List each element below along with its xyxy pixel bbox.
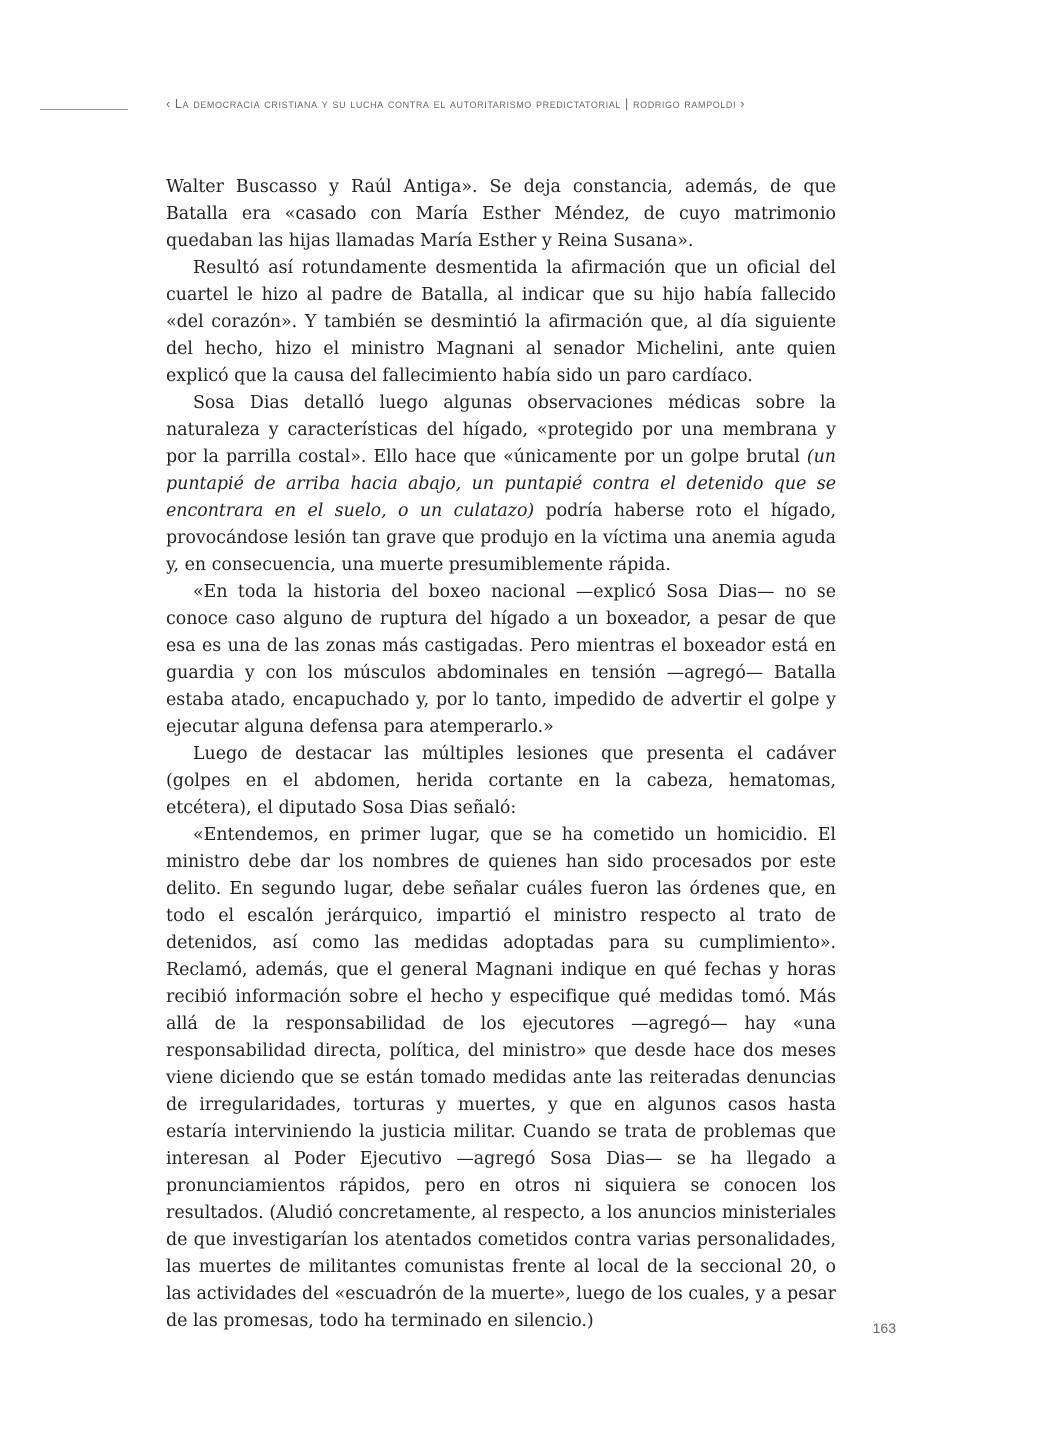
paragraph-5: Luego de destacar las múltiples lesiones que presenta el cadáver (golpes en el abdomen, herida cortante en la cabeza, hematomas, etcétera), el diputado Sosa Dias señaló: [166,744,836,818]
paragraph-6: «Entendemos, en primer lugar, que se ha cometido un homicidio. El ministro debe dar los nombres de quienes han sido procesados por este delito. En segundo lugar, debe señalar cuáles fueron las órdenes que, en todo el escalón jerárquico, impartió el ministro respecto al trato de detenidos, así como las medidas adoptadas para su cumplimiento». Reclamó, además, que el general Magnani indique en qué fechas y horas recibió información sobre el hecho y especifique qué medidas tomó. Más allá de la responsabilidad de los ejecutores —agregó— hay «una responsabilidad directa, política, del ministro» que desde hace dos meses viene diciendo que se están tomado medidas ante las reiteradas denuncias de irregularidades, torturas y muertes, y que en algunos casos hasta estaría interviniendo la justicia militar. Cuando se trata de problemas que interesan al Poder Ejecutivo —agregó Sosa Dias— se ha llegado a pronunciamientos rápidos, pero en otros ni siquiera se conocen los resultados. (Aludió concretamente, al respecto, a los anuncios ministeriales de que investigarían los atentados cometidos contra varias personalidades, las muertes de militantes comunistas frente al local de la seccional 20, o las actividades del «escuadrón de la muerte», luego de los cuales, y a pesar de las promesas, todo ha terminado en silencio.) [166,825,836,1331]
running-head-separator: | [625,97,629,111]
paragraph-3-start: Sosa Dias detalló luego algunas observaciones médicas sobre la naturaleza y características del hígado, «protegido por una membrana y por la parrilla costal». Ello hace que «únicamente por un golpe brutal [166,393,836,467]
running-head [166,97,856,111]
header-rule [40,109,128,110]
paragraph-2: Resultó así rotundamente desmentida la afirmación que un oficial del cuartel le hizo al padre de Batalla, al indicar que su hijo había fallecido «del corazón». Y también se desmintió la afirmación que, al día siguiente del hecho, hizo el ministro Magnani al senador Michelini, ante quien explicó que la causa del fallecimiento había sido un paro cardíaco. [166,258,836,386]
page-number: 163 [872,1320,896,1336]
running-head-title: ‹ La democracia cristiana y su lucha contra el autoritarismo predictatorial [166,97,621,111]
paragraph-3 [166,390,836,579]
body-text [166,174,836,1335]
running-head-author: rodrigo rampoldi › [633,97,746,111]
paragraph-3-end: podría haberse roto el hígado, provocándose lesión tan grave que produjo en la víctima una anemia aguda y, en consecuencia, una muerte presumiblemente rápida. [166,501,836,575]
paragraph-4: «En toda la historia del boxeo nacional —explicó Sosa Dias— no se conoce caso alguno de ruptura del hígado a un boxeador, a pesar de que esa es una de las zonas más castigadas. Pero mientras el boxeador está en guardia y con los músculos abdominales en tensión —agregó— Batalla estaba atado, encapuchado y, por lo tanto, impedido de advertir el golpe y ejecutar alguna defensa para atemperarlo.» [166,582,836,737]
paragraph-1: Walter Buscasso y Raúl Antiga». Se deja constancia, además, de que Batalla era «casado con María Esther Méndez, de cuyo matrimonio quedaban las hijas llamadas María Esther y Reina Susana». [166,177,836,251]
paragraph-3-italic: (un puntapié de arriba hacia abajo, un puntapié contra el detenido que se encontrara en el suelo, o un culatazo) [166,447,836,521]
